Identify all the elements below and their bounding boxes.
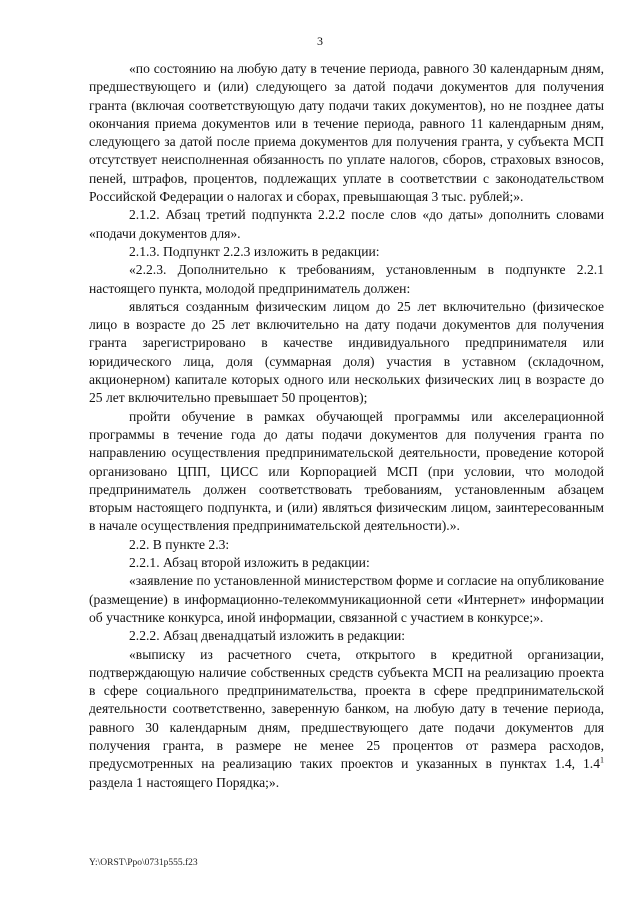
superscript: 1 [600, 755, 604, 765]
paragraph: 2.1.3. Подпункт 2.2.3 изложить в редакции: [129, 243, 380, 259]
paragraph: «2.2.3. Дополнительно к требованиям, установленным в подпункте 2.2.1 настоящего пункта, молодой предприниматель должен: [89, 262, 604, 296]
footer-file-path: Y:\ORST\Ppo\0731p555.f23 [89, 858, 198, 868]
paragraph: 2.1.2. Абзац третий подпункта 2.2.2 после слов «до даты» дополнить словами «подачи документов для». [89, 207, 604, 241]
paragraph: являться созданным физическим лицом до 25 лет включительно (физическое лицо в возрасте до 25 лет включительно на дату подачи документов для получения гранта зарегистрировано в качестве индивидуального предпринимателя или юридического лица, доля (суммарная доля) участия в уставном (складочном, акционерном) капитале которых одного или нескольких физических лиц в возрасте до 25 лет включительно превышает 50 процентов); [89, 298, 604, 406]
paragraph-last-tail: раздела 1 настоящего Порядка;». [89, 774, 280, 790]
paragraph: 2.2.2. Абзац двенадцатый изложить в редакции: [129, 628, 406, 644]
paragraph: 2.2.1. Абзац второй изложить в редакции: [129, 555, 370, 571]
paragraph: «заявление по установленной министерством форме и согласие на опубликование (размещение) в информационно-телекоммуникационной сети «Интернет» информации об участнике конкурса, иной информации, связанной с участием в конкурсе;». [89, 573, 604, 625]
document-body [89, 60, 604, 792]
paragraph: 2.2. В пункте 2.3: [129, 536, 230, 552]
paragraph-last [89, 646, 604, 792]
page-number: 3 [317, 34, 323, 48]
paragraph: пройти обучение в рамках обучающей программы или акселерационной программы в течение года до даты подачи документов для получения гранта по направлению осуществления предпринимательской деятельности, проведение которой организовано ЦПП, ЦИСС или Корпорацией МСП (при условии, что молодой предприниматель должен соответствовать требованиям, установленным абзацем вторым настоящего подпункта, и (или) являться физическим лицом, заинтересованным в начале осуществления предпринимательской деятельности).». [89, 408, 604, 534]
paragraph: «по состоянию на любую дату в течение периода, равного 30 календарным дням, предшествующего и (или) следующего за датой подачи документов для получения гранта (включая соответствующую дату подачи таких документов), но не позднее даты окончания приема документов или в течение периода, равного 11 календарным дням, следующего за датой после приема документов для получения гранта, у субъекта МСП отсутствует неисполненная обязанность по уплате налогов, сборов, страховых взносов, пеней, штрафов, процентов, подлежащих уплате в соответствии с законодательством Российской Федерации о налогах и сборах, превышающая 3 тыс. рублей;». [89, 61, 604, 205]
paragraph-last-text: «выписку из расчетного счета, открытого в кредитной организации, подтверждающую наличие собственных средств субъекта МСП на реализацию проекта в сфере социального предпринимательства, проекта в сфере предпринимательской деятельности соответственно, заверенную банком, на любую дату в течение периода, равного 30 календарным дням, предшествующего дате подачи документов для получения гранта, в размере не менее 25 процентов от размера расходов, предусмотренных на реализацию таких проектов и указанных в пунктах 1.4, 1.4 [89, 646, 604, 772]
